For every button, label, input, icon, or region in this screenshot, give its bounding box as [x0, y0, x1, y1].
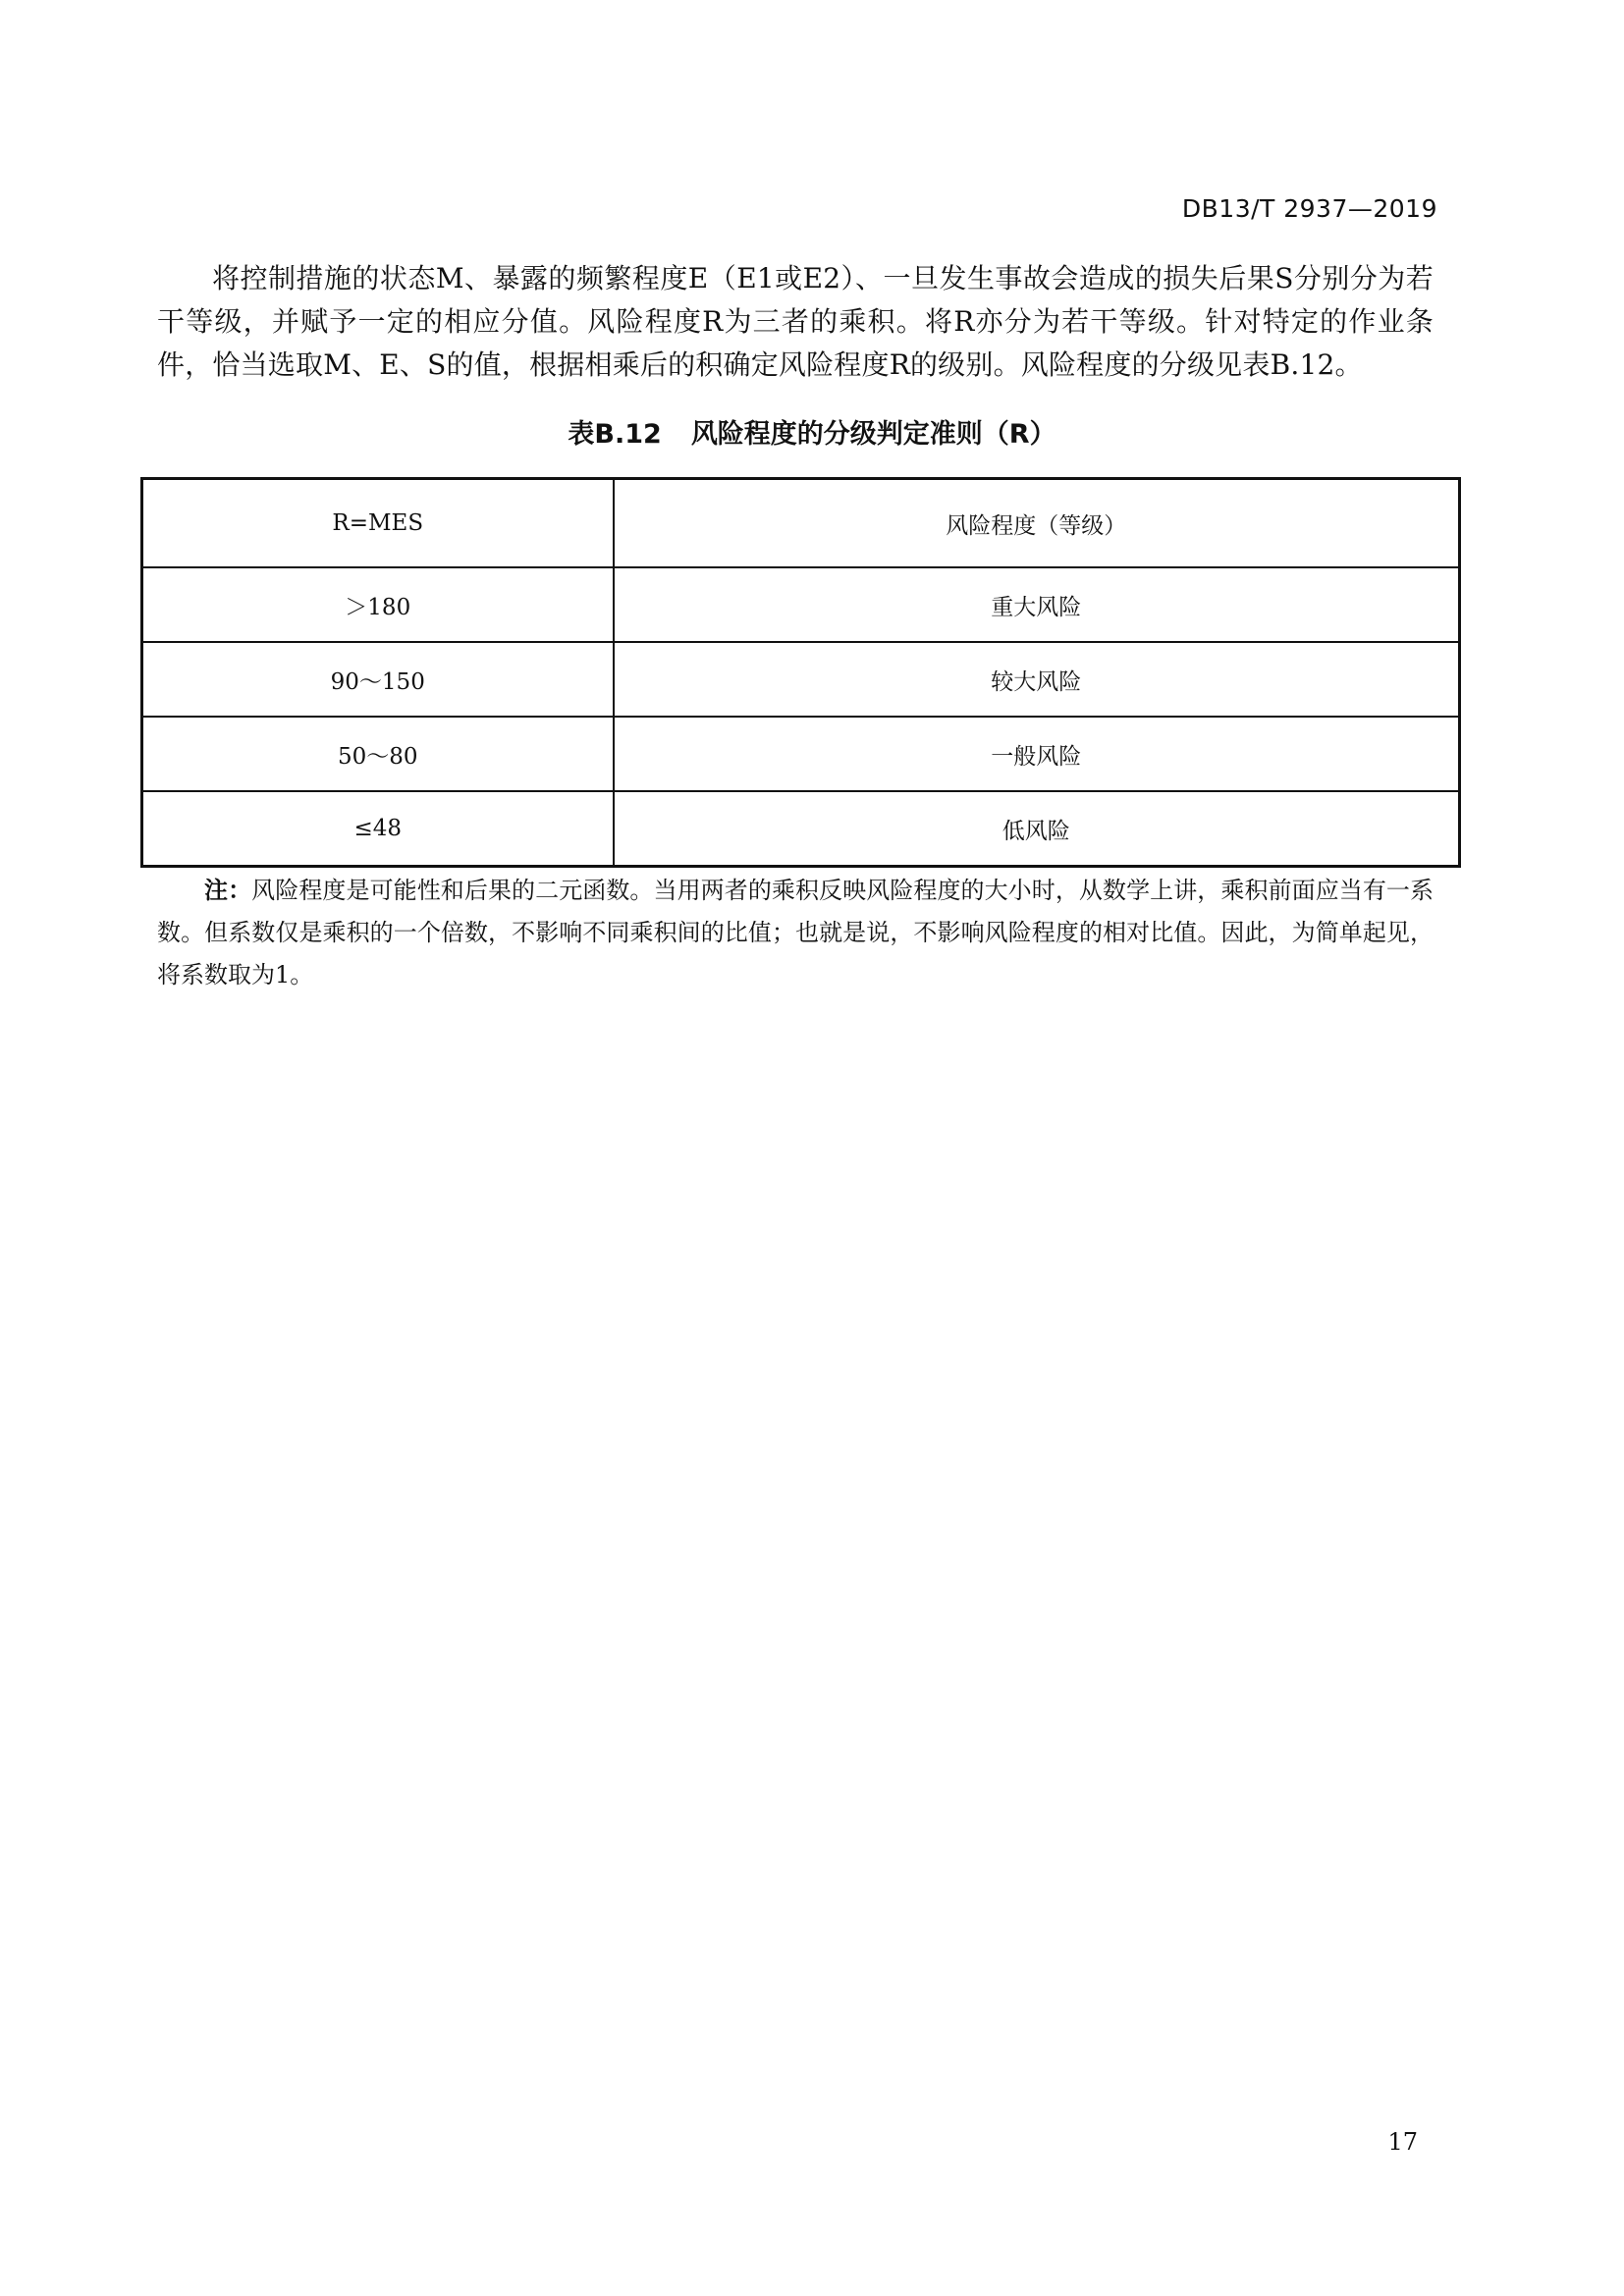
table-row: [142, 567, 1460, 642]
table-cell-value: ≤48: [142, 791, 614, 867]
table-note: [157, 870, 1434, 996]
page-number: 17: [1387, 2128, 1418, 2156]
table-cell-level: 一般风险: [614, 717, 1460, 791]
table-header-row: [142, 479, 1460, 568]
document-code: DB13/T 2937—2019: [1181, 194, 1437, 223]
header-cell-rmes: R=MES: [142, 479, 614, 568]
header-cell-risk-level: 风险程度（等级）: [614, 479, 1460, 568]
table-cell-level: 低风险: [614, 791, 1460, 867]
body-paragraph: 将控制措施的状态M、暴露的频繁程度E（E1或E2）、一旦发生事故会造成的损失后果S分别分为若干等级，并赋予一定的相应分值。风险程度R为三者的乘积。将R亦分为若干等级。针对特定的作业条件，恰当选取M、E、S的值，根据相乘后的积确定风险程度R的级别。风险程度的分级见表B.12。: [157, 262, 1434, 381]
table-cell-level: 较大风险: [614, 642, 1460, 717]
table-row: [142, 642, 1460, 717]
table-caption: [0, 412, 1624, 451]
table-cell-value: ＞180: [142, 567, 614, 642]
table-cell-value: 90～150: [142, 642, 614, 717]
table-cell-value: 50～80: [142, 717, 614, 791]
table-row: [142, 717, 1460, 791]
note-label: 注：: [204, 877, 252, 904]
table-caption-number: 表B.12: [568, 419, 662, 450]
table-cell-level: 重大风险: [614, 567, 1460, 642]
table-caption-title: 风险程度的分级判定准则（R）: [690, 419, 1056, 450]
note-text: 风险程度是可能性和后果的二元函数。当用两者的乘积反映风险程度的大小时，从数学上讲，乘积前面应当有一系数。但系数仅是乘积的一个倍数，不影响不同乘积间的比值；也就是说，不影响风险程度的相对比值。因此，为简单起见，将系数取为1。: [157, 877, 1435, 988]
table-row: [142, 791, 1460, 867]
risk-level-table: [140, 477, 1461, 868]
